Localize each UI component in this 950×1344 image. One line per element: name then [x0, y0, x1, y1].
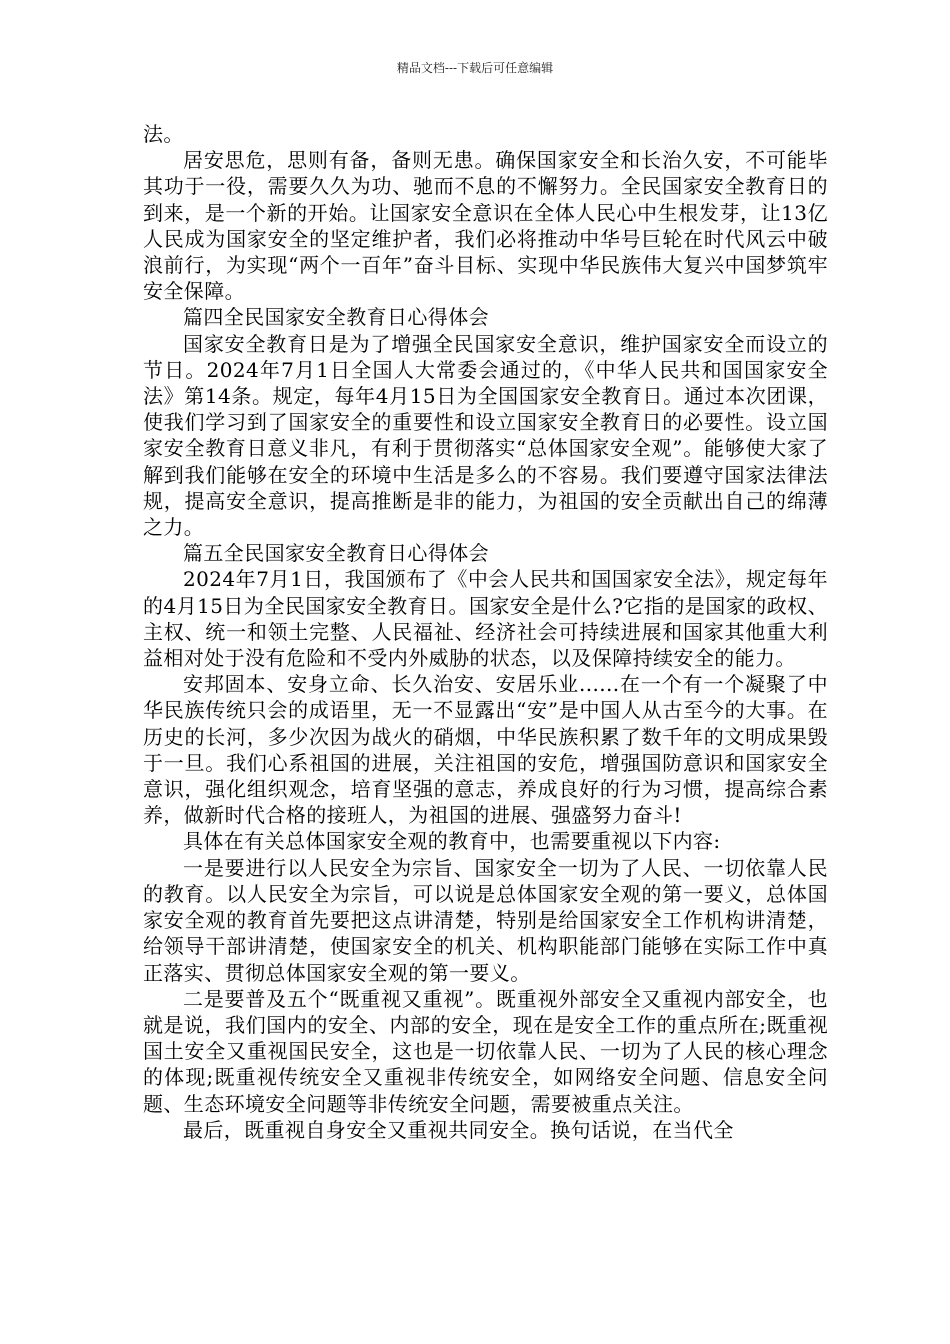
section-heading-part-four: 篇四全民国家安全教育日心得体会 [183, 305, 489, 330]
document-body [143, 121, 828, 1143]
paragraph-continuation: 法。 [143, 122, 184, 146]
paragraph: 二是要普及五个“既重视又重视”。既重视外部安全又重视内部安全，也就是说，我们国内的安全、内部的安全，现在是安全工作的重点所在;既重视国土安全又重视国民安全，这也是一切依靠人民、一切为了人民的核心理念的体现;既重视传统安全又重视非传统安全，如网络安全问题、信息安全问题、生态环境安全问题等非传统安全问题，需要被重点关注。 [143, 986, 828, 1116]
section-heading-part-five: 篇五全民国家安全教育日心得体会 [183, 541, 489, 566]
paragraph: 一是要进行以人民安全为宗旨、国家安全一切为了人民、一切依靠人民的教育。以人民安全为宗旨，可以说是总体国家安全观的第一要义，总体国家安全观的教育首先要把这点讲清楚，特别是给国家安全工作机构讲清楚，给领导干部讲清楚，使国家安全的机关、机构职能部门能够在实际工作中真正落实、贯彻总体国家安全观的第一要义。 [143, 855, 828, 985]
page-header-watermark: 精品文档---下载后可任意编辑 [396, 61, 554, 75]
paragraph: 最后，既重视自身安全又重视共同安全。换句话说，在当代全 [183, 1117, 734, 1142]
paragraph: 国家安全教育日是为了增强全民国家安全意识，维护国家安全而设立的节日。2024年7月1日全国人大常委会通过的，《中华人民共和国国家安全法》第14条。规定，每年4月15日为全国国家安全教育日。通过本次团课，使我们学习到了国家安全的重要性和设立国家安全教育日的必要性。设立国家安全教育日意义非凡，有利于贯彻落实“总体国家安全观”。能够使大家了解到我们能够在安全的环境中生活是多么的不容易。我们要遵守国家法律法规，提高安全意识，提高推断是非的能力，为祖国的安全贡献出自己的绵薄之力。 [143, 331, 828, 540]
paragraph: 安邦固本、安身立命、长久治安、安居乐业......在一个有一个凝聚了中华民族传统只会的成语里，无一不显露出“安”是中国人从古至今的大事。在历史的长河，多少次因为战火的硝烟，中华民族积累了数千年的文明成果毁于一旦。我们心系祖国的进展，关注祖国的安危，增强国防意识和国家安全意识，强化组织观念，培育坚强的意志，养成良好的行为习惯，提高综合素养，做新时代合格的接班人，为祖国的进展、强盛努力奋斗! [143, 672, 828, 828]
paragraph: 具体在有关总体国家安全观的教育中，也需要重视以下内容: [183, 829, 721, 854]
paragraph: 居安思危，思则有备，备则无患。确保国家安全和长治久安，不可能毕其功于一役，需要久久为功、驰而不息的不懈努力。全民国家安全教育日的到来，是一个新的开始。让国家安全意识在全体人民心中生根发芽，让13亿人民成为国家安全的坚定维护者，我们必将推动中华号巨轮在时代风云中破浪前行，为实现“两个一百年”奋斗目标、实现中华民族伟大复兴中国梦筑牢安全保障。 [143, 148, 828, 304]
paragraph: 2024年7月1日，我国颁布了《中会人民共和国国家安全法》，规定每年的4月15日为全民国家安全教育日。国家安全是什么?它指的是国家的政权、主权、统一和领土完整、人民福祉、经济社会可持续进展和国家其他重大利益相对处于没有危险和不受内外威胁的状态，以及保障持续安全的能力。 [143, 567, 828, 671]
